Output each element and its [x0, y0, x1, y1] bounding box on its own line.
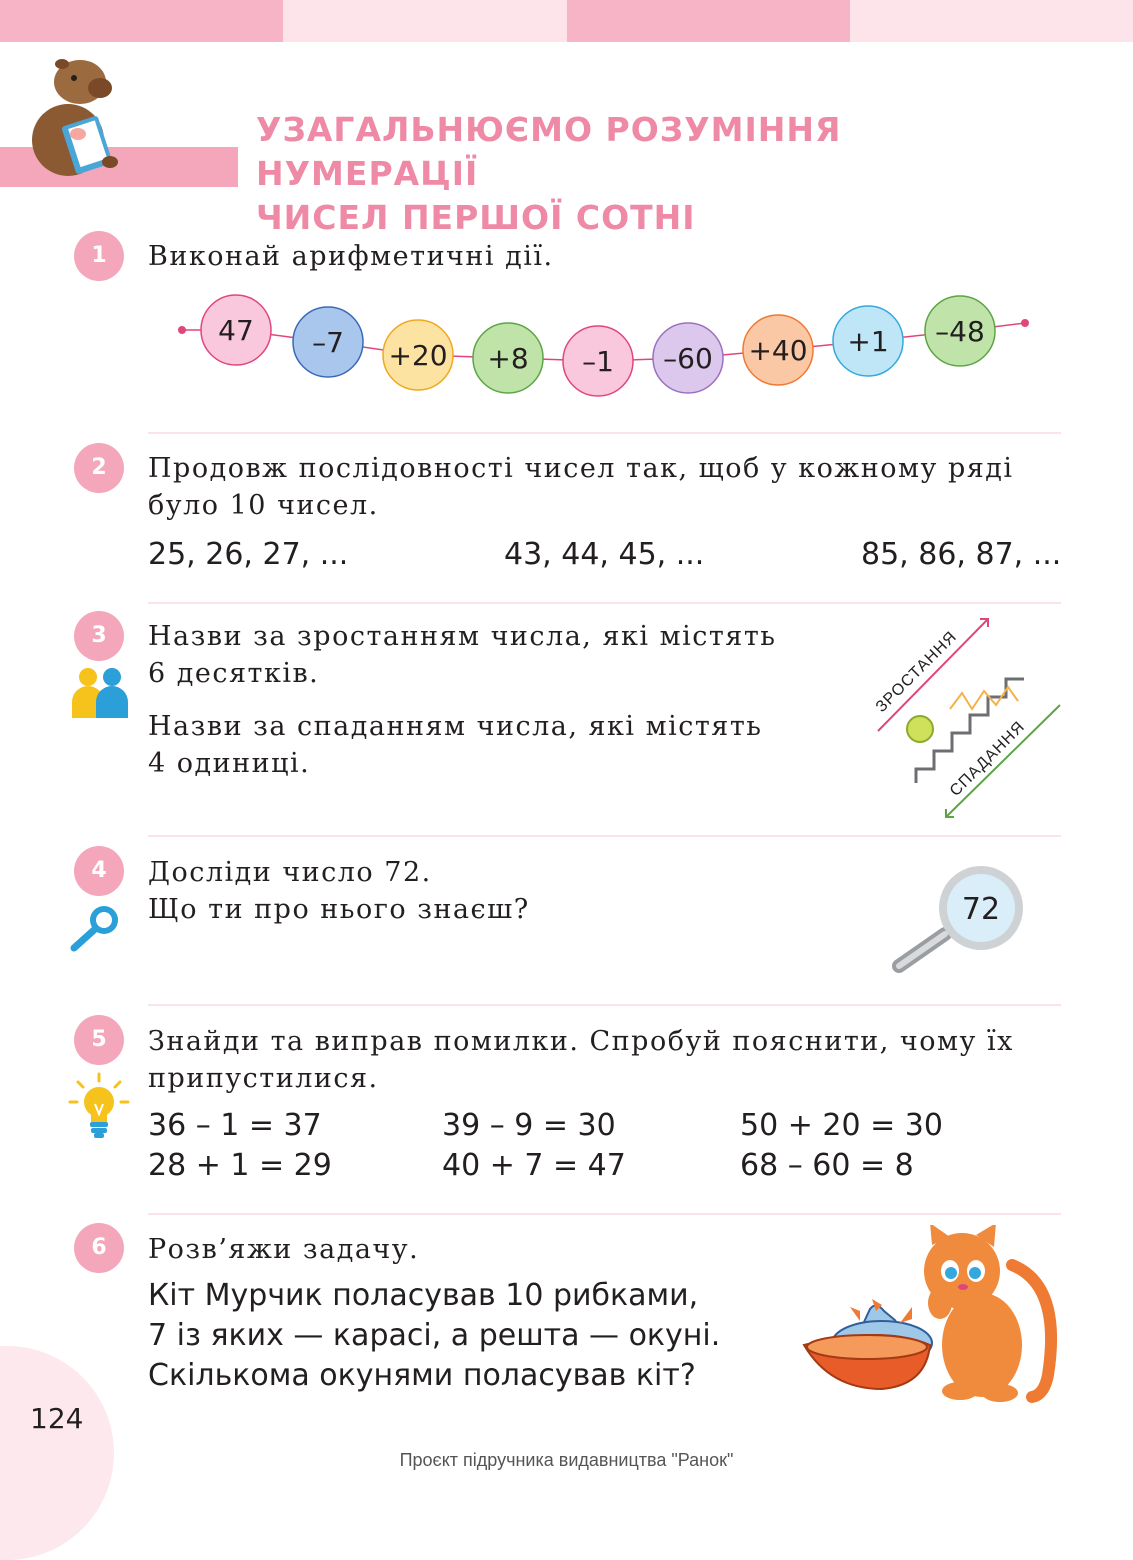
task-4-text: [148, 854, 530, 928]
equation: 28 + 1 = 29: [148, 1148, 332, 1183]
task-number-badge: 3: [74, 611, 124, 661]
bead-label: +1: [847, 325, 889, 358]
equation: 36 – 1 = 37: [148, 1108, 322, 1143]
task-1-text: Виконай арифметичні дії.: [148, 241, 554, 272]
magnifier-number: 72: [961, 892, 1001, 927]
bead-label: –7: [312, 326, 344, 359]
story-line: Кіт Мурчик поласував 10 рибками,: [148, 1278, 699, 1313]
bead-label: +20: [388, 339, 448, 372]
sequence-3: 85, 86, 87, ...: [861, 537, 1062, 572]
bead-label: –1: [582, 345, 614, 378]
top-bar-segment-3: [567, 0, 850, 42]
bead: [473, 323, 543, 393]
bead: [563, 326, 633, 396]
task-5-text: [148, 1023, 1014, 1097]
bead-label: 47: [218, 314, 254, 347]
stairs-up-label: ЗРОСТАННЯ: [872, 628, 961, 716]
task-3-line4: 4 одиниці.: [148, 748, 311, 779]
task-number-badge: 5: [74, 1015, 124, 1065]
bead-chain: [170, 285, 1040, 410]
bead-label: –60: [663, 342, 713, 375]
bead-label: –48: [935, 315, 985, 348]
pair-work-icon: [68, 666, 132, 718]
bead-string-end: [1021, 319, 1029, 327]
task-2-line1: Продовж послідовності чисел так, щоб у кожному ряді: [148, 453, 1014, 484]
bead: [653, 323, 723, 393]
task-2-line2: було 10 чисел.: [148, 490, 379, 521]
stairs-illustration: [860, 605, 1070, 820]
separator: [148, 1004, 1061, 1006]
bead-label: +40: [748, 334, 808, 367]
capybara-reading-icon: [18, 52, 126, 177]
page-title-line2: ЧИСЕЛ ПЕРШОЇ СОТНІ: [256, 198, 696, 237]
top-bar-segment-4: [850, 0, 1133, 42]
stairs-down-label: СПАДАННЯ: [946, 718, 1029, 800]
story-line: Скількома окунями поласував кіт?: [148, 1358, 696, 1393]
task-3-text: [148, 618, 776, 782]
cat-with-fish-icon: [800, 1225, 1065, 1405]
equation: 39 – 9 = 30: [442, 1108, 616, 1143]
bead-string-end: [178, 326, 186, 334]
task-4-line2: Що ти про нього знаєш?: [148, 894, 530, 925]
bead-label: +8: [487, 342, 529, 375]
task-2-text: [148, 450, 1014, 524]
bead: [743, 315, 813, 385]
page-number: 124: [30, 1402, 84, 1435]
magnifying-glass-illustration: [885, 862, 1035, 977]
task-3-line1: Назви за зростанням числа, які містять: [148, 621, 777, 652]
task-number-badge: 4: [74, 846, 124, 896]
separator: [148, 602, 1061, 604]
separator: [148, 835, 1061, 837]
task-6-text: Розв’яжи задачу.: [148, 1234, 420, 1265]
top-bar-segment-1: [0, 0, 283, 42]
magnifier-icon: [68, 902, 124, 954]
task-6-story: [148, 1276, 720, 1396]
bead: [925, 296, 995, 366]
separator: [148, 1213, 1061, 1215]
equation: 50 + 20 = 30: [740, 1108, 943, 1143]
equation: 40 + 7 = 47: [442, 1148, 626, 1183]
task-5-line1: Знайди та виправ помилки. Спробуй пояснити, чому їх: [148, 1026, 1014, 1057]
task-3-line3: Назви за спаданням числа, які містять: [148, 711, 763, 742]
page-title: [256, 108, 1036, 240]
task-4-line1: Досліди число 72.: [148, 857, 432, 888]
lightbulb-icon: [68, 1072, 130, 1140]
task-5-line2: припустилися.: [148, 1063, 379, 1094]
bead: [383, 320, 453, 390]
task-number-badge: 1: [74, 231, 124, 281]
equation: 68 – 60 = 8: [740, 1148, 914, 1183]
separator: [148, 432, 1061, 434]
sequence-1: 25, 26, 27, ...: [148, 537, 349, 572]
page-title-line1: УЗАГАЛЬНЮЄМО РОЗУМІННЯ НУМЕРАЦІЇ: [256, 110, 842, 193]
sequence-2: 43, 44, 45, ...: [504, 537, 705, 572]
bead: [201, 295, 271, 365]
footer-note: Проєкт підручника видавництва "Ранок": [399, 1450, 734, 1470]
task-number-badge: 6: [74, 1223, 124, 1273]
top-bar-segment-2: [283, 0, 567, 42]
bead: [833, 306, 903, 376]
task-number-badge: 2: [74, 443, 124, 493]
story-line: 7 із яких — карасі, а решта — окуні.: [148, 1318, 721, 1353]
bead: [293, 307, 363, 377]
task-3-line2: 6 десятків.: [148, 658, 320, 689]
